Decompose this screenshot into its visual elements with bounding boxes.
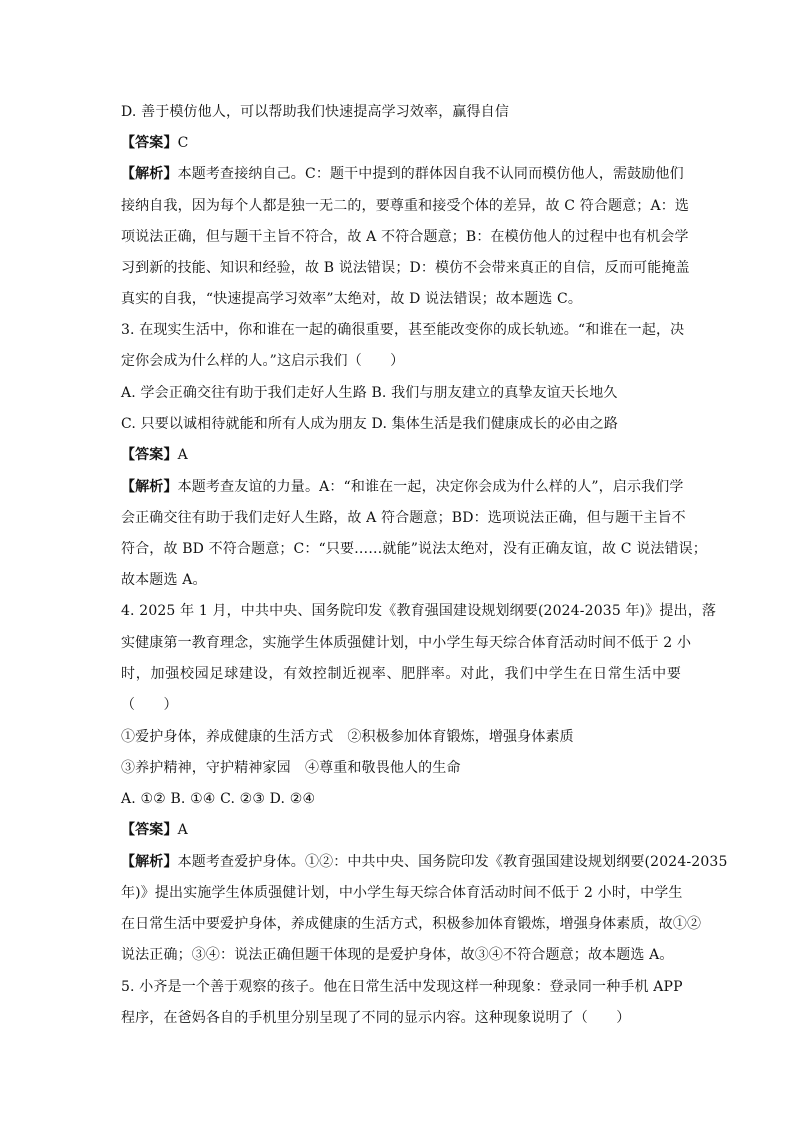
answer-label: 【答案】 bbox=[121, 135, 178, 151]
q4-stem-line-4: （ ） bbox=[121, 697, 178, 713]
answer-label: 【答案】 bbox=[121, 822, 178, 838]
q2-analysis-line-2: 接纳自我，因为每个人都是独一无二的，要尊重和接受个体的差异，故 C 符合题意；A：选 bbox=[121, 198, 690, 214]
q5-stem-line-1: 5. 小齐是一个善于观察的孩子。他在日常生活中发现这样一种现象：登录同一种手机 APP bbox=[121, 979, 683, 995]
answer-label: 【答案】 bbox=[121, 447, 178, 463]
q2-answer-line bbox=[121, 133, 681, 153]
q2-analysis-line-5: 真实的自我，“快速提高学习效率”太绝对，故 D 说法错误；故本题选 C。 bbox=[121, 291, 582, 307]
q4-analysis-line-4: 说法正确；③④：说法正确但题干体现的是爱护身体，故③④不符合题意；故本题选 A。 bbox=[121, 947, 674, 963]
q3-analysis-line-3: 符合，故 BD 不符合题意；C：“只要……就能”说法太绝对，没有正确友谊，故 C 说法错误； bbox=[121, 541, 707, 557]
q3-stem-line-1: 3. 在现实生活中，你和谁在一起的确很重要，甚至能改变你的成长轨迹。“和谁在一起，决 bbox=[121, 322, 685, 338]
analysis-label: 【解析】 bbox=[121, 479, 178, 495]
q3-analysis-line-4: 故本题选 A。 bbox=[121, 572, 207, 588]
q4-answer-value: A bbox=[177, 822, 188, 838]
q3-answer-value: A bbox=[177, 447, 188, 463]
q3-options-line-2: C. 只要以诚相待就能和所有人成为朋友 D. 集体生活是我们健康成长的必由之路 bbox=[121, 416, 619, 432]
analysis-label: 【解析】 bbox=[121, 854, 178, 870]
q3-stem-line-2: 定你会成为什么样的人。”这启示我们（ ） bbox=[121, 353, 405, 369]
q2-analysis-line-3: 项说法正确，但与题干主旨不符合，故 A 不符合题意；B：在模仿他人的过程中也有机会学 bbox=[121, 229, 689, 245]
q3-analysis-line-1 bbox=[121, 477, 684, 497]
q4-stem-line-2: 实健康第一教育理念，实施学生体质强健计划，中小学生每天综合体育活动时间不低于 2 小 bbox=[121, 635, 692, 651]
q3-analysis-text-1: 本题考查友谊的力量。A：“和谁在一起，决定你会成为什么样的人”，启示我们学 bbox=[177, 479, 684, 495]
analysis-label: 【解析】 bbox=[121, 166, 178, 182]
q4-statements-line-1: ①爱护身体，养成健康的生活方式 ②积极参加体育锻炼，增强身体素质 bbox=[121, 729, 574, 745]
q4-analysis-text-1: 本题考查爱护身体。①②：中共中央、国务院印发《教育强国建设规划纲要(2024-2035 bbox=[177, 854, 728, 870]
q3-options-line-1: A. 学会正确交往有助于我们走好人生路 B. 我们与朋友建立的真挚友谊天长地久 bbox=[121, 385, 618, 401]
q4-analysis-line-3: 在日常生活中要爱护身体，养成健康的生活方式，积极参加体育锻炼，增强身体素质，故①② bbox=[121, 916, 702, 932]
q3-answer-line bbox=[121, 445, 681, 465]
q2-answer-value: C bbox=[177, 135, 189, 151]
q2-option-d: D. 善于模仿他人，可以帮助我们快速提高学习效率，赢得自信 bbox=[121, 104, 509, 120]
q2-analysis-text-1: 本题考查接纳自己。C：题干中提到的群体因自我不认同而模仿他人，需鼓励他们 bbox=[177, 166, 684, 182]
q2-analysis-line-1 bbox=[121, 164, 684, 184]
q5-stem-line-2: 程序，在爸妈各自的手机里分别呈现了不同的显示内容。这种现象说明了（ ） bbox=[121, 1010, 631, 1026]
q4-stem-line-1: 4. 2025 年 1 月，中共中央、国务院印发《教育强国建设规划纲要(2024-2035 年)》提出，落 bbox=[121, 603, 717, 619]
q3-analysis-line-2: 会正确交往有助于我们走好人生路，故 A 符合题意；BD：选项说法正确，但与题干主旨不 bbox=[121, 510, 686, 526]
q4-answer-line bbox=[121, 820, 681, 840]
q4-stem-line-3: 时，加强校园足球建设，有效控制近视率、肥胖率。对此，我们中学生在日常生活中要 bbox=[121, 666, 681, 682]
q4-analysis-line-1 bbox=[121, 852, 728, 872]
q4-analysis-line-2: 年)》提出实施学生体质强健计划，中小学生每天综合体育活动时间不低于 2 小时，中学生 bbox=[121, 885, 683, 901]
q4-options-line: A. ①② B. ①④ C. ②③ D. ②④ bbox=[121, 791, 316, 807]
q4-statements-line-2: ③养护精神，守护精神家园 ④尊重和敬畏他人的生命 bbox=[121, 760, 461, 776]
q2-analysis-line-4: 习到新的技能、知识和经验，故 B 说法错误；D：模仿不会带来真正的自信，反而可能掩盖 bbox=[121, 260, 690, 276]
